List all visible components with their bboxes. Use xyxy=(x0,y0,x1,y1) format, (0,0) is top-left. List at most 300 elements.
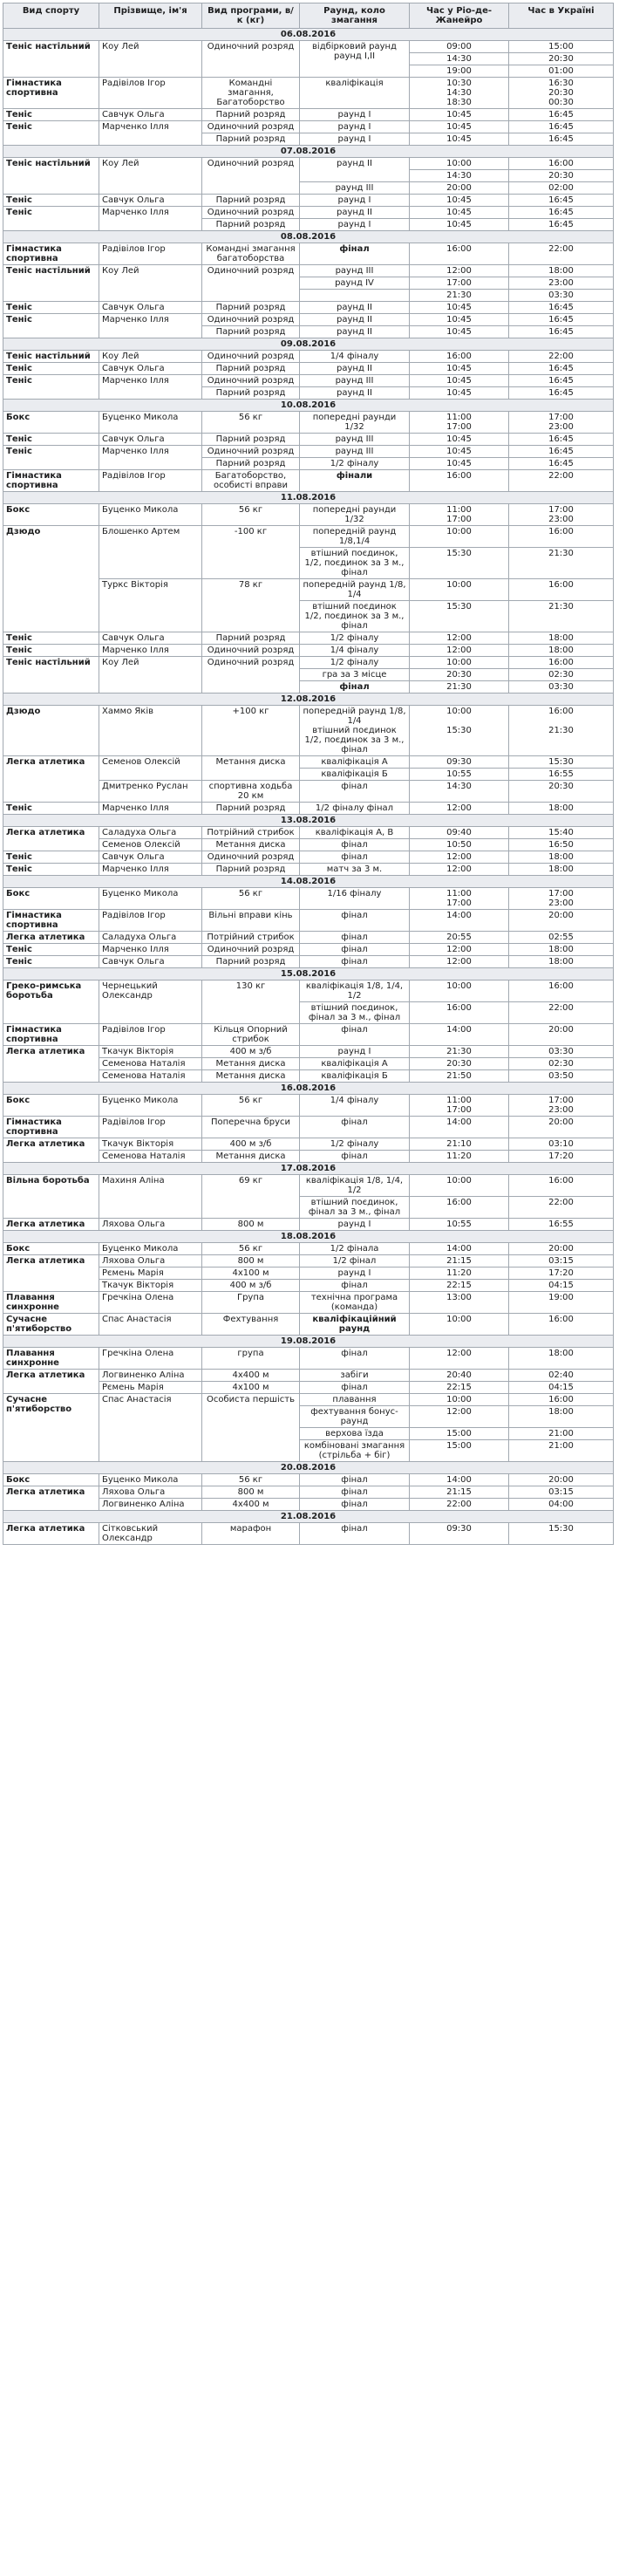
event-cell: Потрійний стрибок xyxy=(202,932,300,944)
event-cell: Парний розряд xyxy=(202,387,300,400)
round-cell: фінал xyxy=(300,243,410,265)
athlete-cell: Коу Лей xyxy=(99,351,202,363)
time-rio-cell: 10:45 xyxy=(410,219,509,231)
round-cell: технічна програма (команда) xyxy=(300,1292,410,1314)
date-row xyxy=(3,815,614,827)
athlete-cell: Буценко Микола xyxy=(99,412,202,434)
round-cell: фінал xyxy=(300,781,410,803)
sport-cell: Теніс xyxy=(3,956,99,968)
table-row xyxy=(3,1046,614,1058)
round-cell: фінал xyxy=(300,944,410,956)
athlete-cell: Савчук Ольга xyxy=(99,109,202,121)
round-cell: фінал xyxy=(300,1382,410,1394)
round-cell: відбірковий раунд раунд I,II xyxy=(300,41,410,78)
round-cell: фінал xyxy=(300,1024,410,1046)
table-row xyxy=(3,1138,614,1151)
event-cell: 4х400 м xyxy=(202,1499,300,1511)
table-row xyxy=(3,1219,614,1231)
time-rio-cell: 10:55 xyxy=(410,769,509,781)
athlete-cell: Хаммо Яків xyxy=(99,706,202,756)
event-cell: 56 кг xyxy=(202,1095,300,1117)
time-ukraine-cell: 17:00 23:00 xyxy=(509,888,614,910)
athlete-cell: Марченко Ілля xyxy=(99,645,202,657)
athlete-cell: Савчук Ольга xyxy=(99,956,202,968)
time-ukraine-cell: 18:00 xyxy=(509,956,614,968)
time-rio-cell: 21:10 xyxy=(410,1138,509,1151)
time-ukraine-cell: 03:50 xyxy=(509,1070,614,1083)
round-cell: 1/2 фінала xyxy=(300,1243,410,1255)
athlete-cell: Чернецький Олександр xyxy=(99,981,202,1024)
table-row xyxy=(3,1370,614,1382)
athlete-cell: Буценко Микола xyxy=(99,1243,202,1255)
time-ukraine-cell: 16:45 xyxy=(509,363,614,375)
event-cell: Одиночний розряд xyxy=(202,851,300,864)
sport-cell: Вільна боротьба xyxy=(3,1175,99,1219)
time-ukraine-cell: 22:00 xyxy=(509,243,614,265)
athlete-cell: Ляхова Ольга xyxy=(99,1255,202,1268)
table-row xyxy=(3,109,614,121)
date-cell: 06.08.2016 xyxy=(3,29,614,41)
time-ukraine-cell: 17:20 xyxy=(509,1268,614,1280)
date-cell: 16.08.2016 xyxy=(3,1083,614,1095)
table-row xyxy=(3,351,614,363)
table-row xyxy=(3,851,614,864)
round-cell: раунд II xyxy=(300,326,410,338)
athlete-cell: Гречкіна Олена xyxy=(99,1348,202,1370)
athlete-cell: Рємень Марія xyxy=(99,1268,202,1280)
time-ukraine-cell: 02:30 xyxy=(509,1058,614,1070)
event-cell: Одиночний розряд xyxy=(202,314,300,326)
event-cell: Одиночний розряд xyxy=(202,446,300,458)
athlete-cell: Семенова Наталія xyxy=(99,1070,202,1083)
time-rio-cell: 22:15 xyxy=(410,1382,509,1394)
event-cell: 56 кг xyxy=(202,888,300,910)
table-row xyxy=(3,363,614,375)
round-cell: кваліфікація Б xyxy=(300,1070,410,1083)
time-ukraine-cell: 18:00 xyxy=(509,265,614,277)
time-ukraine-cell: 16:00 xyxy=(509,1314,614,1336)
round-cell: раунд II xyxy=(300,314,410,326)
round-cell: раунд III xyxy=(300,375,410,387)
table-row xyxy=(3,158,614,170)
time-rio-cell: 11:00 17:00 xyxy=(410,504,509,526)
athlete-cell: Марченко Ілля xyxy=(99,375,202,400)
round-cell: раунд I xyxy=(300,133,410,146)
round-cell: кваліфікаційний раунд xyxy=(300,1314,410,1336)
table-row xyxy=(3,888,614,910)
time-ukraine-cell: 16:45 xyxy=(509,219,614,231)
event-cell: 130 кг xyxy=(202,981,300,1024)
time-ukraine-cell: 21:30 xyxy=(509,548,614,579)
time-rio-cell: 10:45 xyxy=(410,446,509,458)
athlete-cell: Логвиненко Аліна xyxy=(99,1499,202,1511)
time-rio-cell: 14:00 xyxy=(410,1024,509,1046)
table-row xyxy=(3,981,614,1002)
header-row xyxy=(3,3,614,29)
round-cell: кваліфікація xyxy=(300,78,410,109)
athlete-cell: Марченко Ілля xyxy=(99,121,202,146)
round-cell: фінал xyxy=(300,839,410,851)
time-ukraine-cell: 16:00 xyxy=(509,1175,614,1197)
round-cell: фінал xyxy=(300,1117,410,1138)
athlete-cell: Буценко Микола xyxy=(99,504,202,526)
athlete-cell: Сітковський Олександр xyxy=(99,1523,202,1545)
time-rio-cell: 10:45 xyxy=(410,121,509,133)
time-rio-cell: 21:50 xyxy=(410,1070,509,1083)
event-cell: Одиночний розряд xyxy=(202,375,300,387)
table-row xyxy=(3,756,614,769)
table-row xyxy=(3,526,614,548)
round-cell: втішний поєдинок, фінал за 3 м., фінал xyxy=(300,1002,410,1024)
time-ukraine-cell: 20:00 xyxy=(509,1117,614,1138)
time-ukraine-cell: 16:00 xyxy=(509,158,614,170)
event-cell: +100 кг xyxy=(202,706,300,756)
event-cell: 56 кг xyxy=(202,1243,300,1255)
table-row xyxy=(3,910,614,932)
athlete-cell: Марченко Ілля xyxy=(99,864,202,876)
round-cell: раунд IV xyxy=(300,277,410,290)
athlete-cell: Радівілов Ігор xyxy=(99,1024,202,1046)
event-cell: Парний розряд xyxy=(202,133,300,146)
round-cell: 1/2 фіналу xyxy=(300,657,410,669)
round-cell: попередній раунд 1/8, 1/4 втішний поєдинок 1/2, поєдинок за 3 м., фінал xyxy=(300,706,410,756)
round-cell: попередній раунд 1/8,1/4 xyxy=(300,526,410,548)
athlete-cell: Семенов Олексій xyxy=(99,756,202,781)
athlete-cell: Буценко Микола xyxy=(99,888,202,910)
time-rio-cell: 10:45 xyxy=(410,133,509,146)
table-row xyxy=(3,1523,614,1545)
event-cell: 78 кг xyxy=(202,579,300,632)
table-row xyxy=(3,207,614,219)
time-ukraine-cell: 17:00 23:00 xyxy=(509,1095,614,1117)
table-row xyxy=(3,645,614,657)
time-rio-cell: 10:45 xyxy=(410,109,509,121)
time-ukraine-cell: 18:00 xyxy=(509,1348,614,1370)
table-row xyxy=(3,632,614,645)
event-cell: Багатоборство, особисті вправи xyxy=(202,470,300,492)
time-rio-cell: 11:00 17:00 xyxy=(410,1095,509,1117)
athlete-cell: Саладуха Ольга xyxy=(99,827,202,839)
time-ukraine-cell: 18:00 xyxy=(509,632,614,645)
round-cell: втішний поєдинок, 1/2, поєдинок за 3 м., фінал xyxy=(300,548,410,579)
time-rio-cell: 10:45 xyxy=(410,387,509,400)
time-rio-cell: 11:20 xyxy=(410,1151,509,1163)
sport-cell: Легка атлетика xyxy=(3,1046,99,1083)
time-rio-cell: 16:00 xyxy=(410,470,509,492)
event-cell: Вільні вправи кінь xyxy=(202,910,300,932)
round-cell: раунд I xyxy=(300,219,410,231)
time-rio-cell: 09:30 xyxy=(410,756,509,769)
athlete-cell: Марченко Ілля xyxy=(99,314,202,338)
event-cell: Парний розряд xyxy=(202,864,300,876)
time-rio-cell: 16:00 xyxy=(410,351,509,363)
date-cell: 10.08.2016 xyxy=(3,400,614,412)
event-cell: Парний розряд xyxy=(202,363,300,375)
round-cell: 1/2 фіналу xyxy=(300,1138,410,1151)
time-ukraine-cell: 16:45 xyxy=(509,458,614,470)
date-row xyxy=(3,1083,614,1095)
table-header xyxy=(3,3,614,29)
time-ukraine-cell: 03:15 xyxy=(509,1486,614,1499)
table-row xyxy=(3,706,614,756)
time-rio-cell: 13:00 xyxy=(410,1292,509,1314)
round-cell: 1/2 фінал xyxy=(300,1255,410,1268)
date-cell: 11.08.2016 xyxy=(3,492,614,504)
time-ukraine-cell: 16:00 xyxy=(509,657,614,669)
time-ukraine-cell: 16:30 20:30 00:30 xyxy=(509,78,614,109)
sport-cell: Теніс xyxy=(3,864,99,876)
date-row xyxy=(3,694,614,706)
event-cell: марафон xyxy=(202,1523,300,1545)
athlete-cell: Савчук Ольга xyxy=(99,434,202,446)
time-ukraine-cell: 04:15 xyxy=(509,1280,614,1292)
time-rio-cell: 14:00 xyxy=(410,1243,509,1255)
event-cell: Одиночний розряд xyxy=(202,657,300,694)
time-rio-cell: 12:00 xyxy=(410,265,509,277)
event-cell: 800 м xyxy=(202,1255,300,1268)
sport-cell: Бокс xyxy=(3,1243,99,1255)
event-cell: 56 кг xyxy=(202,504,300,526)
time-rio-cell: 12:00 xyxy=(410,803,509,815)
table-row xyxy=(3,412,614,434)
event-cell: Парний розряд xyxy=(202,326,300,338)
event-cell: 800 м xyxy=(202,1219,300,1231)
time-rio-cell: 19:00 xyxy=(410,65,509,78)
time-ukraine-cell: 21:30 xyxy=(509,601,614,632)
round-cell: комбіновані змагання (стрільба + біг) xyxy=(300,1440,410,1462)
time-rio-cell: 09:00 xyxy=(410,41,509,53)
sport-cell: Теніс xyxy=(3,632,99,645)
time-rio-cell: 20:55 xyxy=(410,932,509,944)
date-row xyxy=(3,231,614,243)
athlete-cell: Радівілов Ігор xyxy=(99,243,202,265)
event-cell: Парний розряд xyxy=(202,803,300,815)
time-rio-cell: 22:15 xyxy=(410,1280,509,1292)
round-cell: раунд I xyxy=(300,1268,410,1280)
time-rio-cell: 10:00 xyxy=(410,1394,509,1406)
athlete-cell: Туркс Вікторія xyxy=(99,579,202,632)
round-cell: кваліфікація А xyxy=(300,756,410,769)
table-row xyxy=(3,434,614,446)
round-cell xyxy=(300,290,410,302)
athlete-cell: Радівілов Ігор xyxy=(99,78,202,109)
time-rio-cell: 10:50 xyxy=(410,839,509,851)
sport-cell: Гімнастика спортивна xyxy=(3,78,99,109)
sport-cell: Теніс xyxy=(3,446,99,470)
sport-cell: Теніс xyxy=(3,314,99,338)
athlete-cell: Блошенко Артем xyxy=(99,526,202,579)
event-cell: 4х100 м xyxy=(202,1268,300,1280)
time-ukraine-cell: 16:45 xyxy=(509,133,614,146)
date-cell: 13.08.2016 xyxy=(3,815,614,827)
round-cell: раунд II xyxy=(300,207,410,219)
time-ukraine-cell: 02:00 xyxy=(509,182,614,195)
sport-cell: Легка атлетика xyxy=(3,1219,99,1231)
time-ukraine-cell: 03:30 xyxy=(509,681,614,694)
athlete-cell: Радівілов Ігор xyxy=(99,470,202,492)
sport-cell: Теніс xyxy=(3,944,99,956)
event-cell: Парний розряд xyxy=(202,434,300,446)
time-rio-cell: 12:00 xyxy=(410,1406,509,1428)
table-row xyxy=(3,1486,614,1499)
table-row xyxy=(3,864,614,876)
time-ukraine-cell: 20:30 xyxy=(509,781,614,803)
round-cell: фінал xyxy=(300,1348,410,1370)
time-rio-cell: 15:30 xyxy=(410,548,509,579)
time-rio-cell: 20:30 xyxy=(410,1058,509,1070)
event-cell: 4х400 м xyxy=(202,1370,300,1382)
athlete-cell: Дмитренко Руслан xyxy=(99,781,202,803)
date-cell: 14.08.2016 xyxy=(3,876,614,888)
sport-cell: Теніс xyxy=(3,375,99,400)
time-ukraine-cell: 02:55 xyxy=(509,932,614,944)
time-rio-cell: 12:00 xyxy=(410,864,509,876)
time-ukraine-cell: 17:00 23:00 xyxy=(509,504,614,526)
time-rio-cell: 21:15 xyxy=(410,1486,509,1499)
col-header-time-rio: Час у Ріо-де-Жанейро xyxy=(410,3,509,29)
date-cell: 12.08.2016 xyxy=(3,694,614,706)
round-cell: раунд III xyxy=(300,182,410,195)
round-cell: фехтування бонус-раунд xyxy=(300,1406,410,1428)
round-cell: раунд I xyxy=(300,195,410,207)
round-cell: раунд III xyxy=(300,446,410,458)
col-header-time-ukraine: Час в Україні xyxy=(509,3,614,29)
round-cell: кваліфікація 1/8, 1/4, 1/2 xyxy=(300,1175,410,1197)
time-rio-cell: 14:30 xyxy=(410,170,509,182)
athlete-cell: Радівілов Ігор xyxy=(99,910,202,932)
table-row xyxy=(3,1314,614,1336)
time-ukraine-cell: 18:00 xyxy=(509,864,614,876)
time-rio-cell: 10:00 xyxy=(410,657,509,669)
round-cell: гра за 3 місце xyxy=(300,669,410,681)
time-rio-cell: 10:00 xyxy=(410,1175,509,1197)
date-cell: 19.08.2016 xyxy=(3,1336,614,1348)
time-ukraine-cell: 18:00 xyxy=(509,851,614,864)
event-cell: 400 м з/б xyxy=(202,1046,300,1058)
athlete-cell: Буценко Микола xyxy=(99,1474,202,1486)
time-rio-cell: 16:00 xyxy=(410,1197,509,1219)
sport-cell: Гімнастика спортивна xyxy=(3,470,99,492)
event-cell: Парний розряд xyxy=(202,219,300,231)
time-ukraine-cell: 17:20 xyxy=(509,1151,614,1163)
round-cell: раунд II xyxy=(300,363,410,375)
time-rio-cell: 10:45 xyxy=(410,195,509,207)
event-cell: 400 м з/б xyxy=(202,1280,300,1292)
date-row xyxy=(3,338,614,351)
athlete-cell: Савчук Ольга xyxy=(99,363,202,375)
time-rio-cell: 10:00 15:30 xyxy=(410,706,509,756)
time-ukraine-cell: 16:45 xyxy=(509,387,614,400)
sport-cell: Теніс xyxy=(3,109,99,121)
round-cell: фінал xyxy=(300,1474,410,1486)
time-ukraine-cell: 16:00 xyxy=(509,526,614,548)
time-rio-cell: 12:00 xyxy=(410,645,509,657)
round-cell: матч за 3 м. xyxy=(300,864,410,876)
athlete-cell: Коу Лей xyxy=(99,41,202,78)
event-cell: Група xyxy=(202,1292,300,1314)
event-cell: спортивна ходьба 20 км xyxy=(202,781,300,803)
time-ukraine-cell: 16:45 xyxy=(509,302,614,314)
round-cell: 1/2 фіналу фінал xyxy=(300,803,410,815)
round-cell: фінал xyxy=(300,956,410,968)
round-cell: 1/4 фіналу xyxy=(300,645,410,657)
time-ukraine-cell: 16:55 xyxy=(509,769,614,781)
table-row xyxy=(3,827,614,839)
table-row xyxy=(3,1348,614,1370)
athlete-cell: Семенов Олексій xyxy=(99,839,202,851)
time-rio-cell: 20:40 xyxy=(410,1370,509,1382)
round-cell: фінал xyxy=(300,1499,410,1511)
event-cell: Одиночний розряд xyxy=(202,207,300,219)
time-ukraine-cell: 15:30 xyxy=(509,756,614,769)
table-row xyxy=(3,121,614,133)
time-ukraine-cell: 21:00 xyxy=(509,1428,614,1440)
sport-cell: Легка атлетика xyxy=(3,1255,99,1292)
time-ukraine-cell: 16:45 xyxy=(509,121,614,133)
round-cell: кваліфікація А xyxy=(300,1058,410,1070)
time-rio-cell: 16:00 xyxy=(410,1002,509,1024)
time-rio-cell: 17:00 xyxy=(410,277,509,290)
time-ukraine-cell: 20:00 xyxy=(509,910,614,932)
round-cell: фінал xyxy=(300,1151,410,1163)
table-row xyxy=(3,1243,614,1255)
round-cell: фінал xyxy=(300,1486,410,1499)
round-cell: попередні раунди 1/32 xyxy=(300,412,410,434)
date-row xyxy=(3,1511,614,1523)
time-rio-cell: 12:00 xyxy=(410,851,509,864)
round-cell: втішний поєдинок 1/2, поєдинок за 3 м., фінал xyxy=(300,601,410,632)
time-ukraine-cell: 02:30 xyxy=(509,669,614,681)
sport-cell: Теніс xyxy=(3,434,99,446)
table-row xyxy=(3,446,614,458)
sport-cell: Бокс xyxy=(3,412,99,434)
time-ukraine-cell: 15:40 xyxy=(509,827,614,839)
event-cell: Метання диска xyxy=(202,1151,300,1163)
time-ukraine-cell: 21:00 xyxy=(509,1440,614,1462)
table-row xyxy=(3,195,614,207)
time-rio-cell: 10:55 xyxy=(410,1219,509,1231)
time-rio-cell: 12:00 xyxy=(410,944,509,956)
time-ukraine-cell: 16:50 xyxy=(509,839,614,851)
time-rio-cell: 14:30 xyxy=(410,781,509,803)
date-row xyxy=(3,1462,614,1474)
sport-cell: Бокс xyxy=(3,1474,99,1486)
table-row xyxy=(3,1474,614,1486)
date-row xyxy=(3,1336,614,1348)
table-row xyxy=(3,243,614,265)
round-cell: кваліфікація А, В xyxy=(300,827,410,839)
sport-cell: Теніс xyxy=(3,645,99,657)
time-ukraine-cell: 03:30 xyxy=(509,290,614,302)
time-rio-cell: 15:00 xyxy=(410,1428,509,1440)
time-ukraine-cell: 16:45 xyxy=(509,326,614,338)
sport-cell: Теніс xyxy=(3,302,99,314)
sport-cell: Теніс настільний xyxy=(3,351,99,363)
table-row xyxy=(3,657,614,669)
round-cell: раунд II xyxy=(300,387,410,400)
event-cell: Метання диска xyxy=(202,839,300,851)
table-row xyxy=(3,1117,614,1138)
date-cell: 17.08.2016 xyxy=(3,1163,614,1175)
sport-cell: Теніс xyxy=(3,207,99,231)
time-rio-cell: 10:30 14:30 18:30 xyxy=(410,78,509,109)
time-rio-cell: 10:45 xyxy=(410,207,509,219)
athlete-cell: Спас Анастасія xyxy=(99,1314,202,1336)
time-rio-cell: 21:30 xyxy=(410,681,509,694)
time-ukraine-cell: 16:45 xyxy=(509,375,614,387)
sport-cell: Бокс xyxy=(3,1095,99,1117)
event-cell: Потрійний стрибок xyxy=(202,827,300,839)
